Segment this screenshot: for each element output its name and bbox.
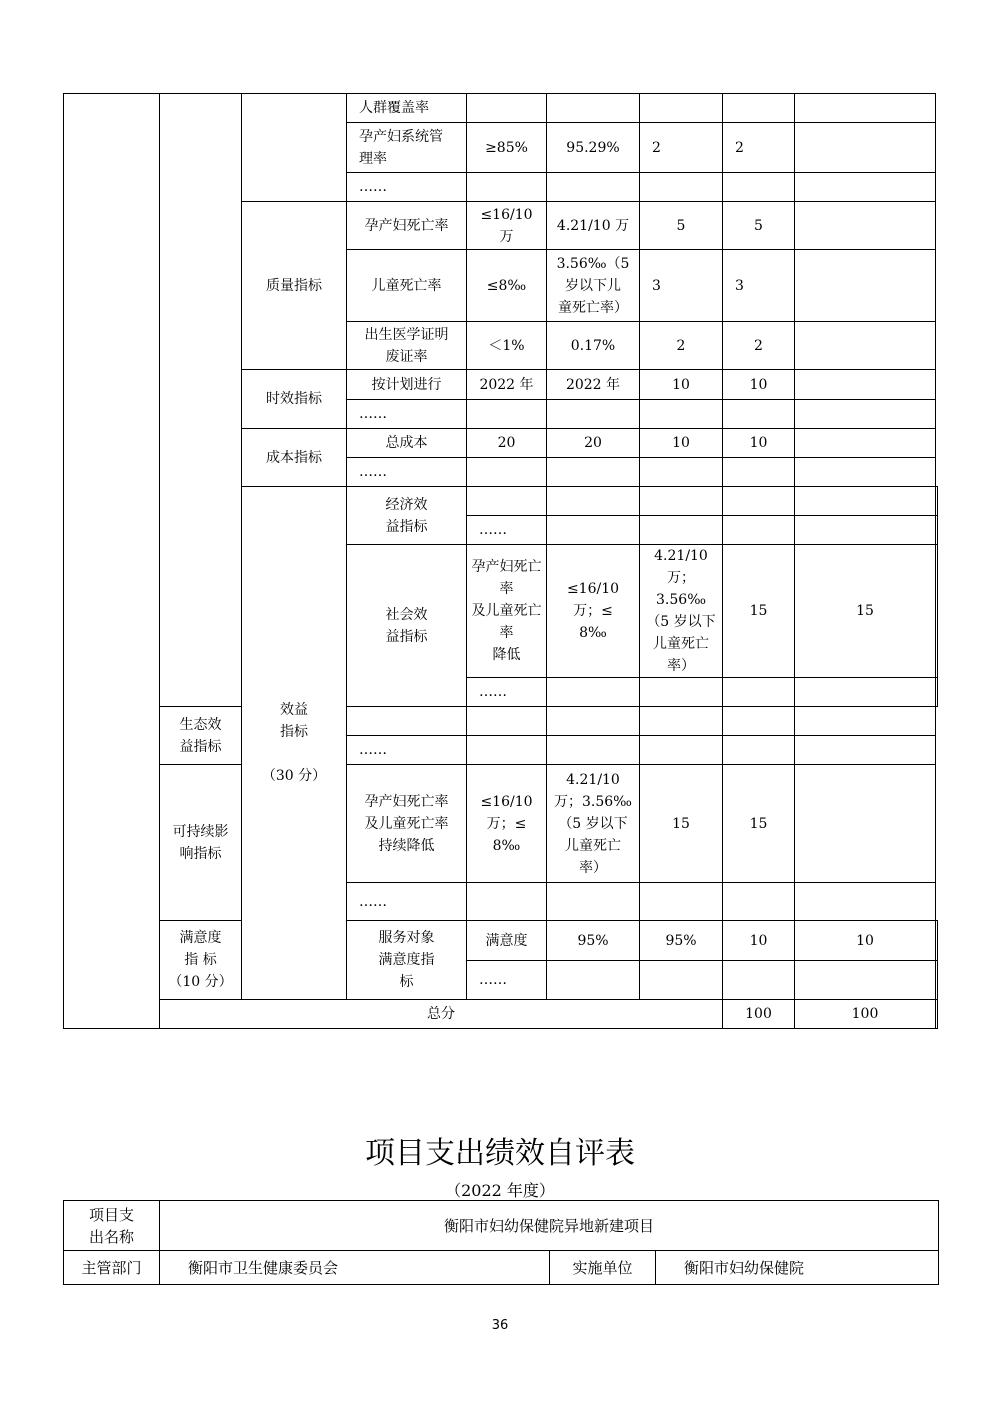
implementing-unit-value: 衡阳市妇幼保健院 <box>656 1251 939 1285</box>
actual-value: 4.21/10 万；3.56‰ （5 岁以下 儿童死亡 率） <box>547 765 640 883</box>
score-value: 3 <box>723 250 795 322</box>
indicator-name: 总成本 <box>347 429 467 458</box>
weight-value: 5 <box>640 202 723 250</box>
total-score: 100 <box>795 1000 936 1029</box>
cost-indicator-label: 成本指标 <box>242 429 347 487</box>
sustainable-impact-label: 可持续影 响指标 <box>160 765 242 921</box>
target-value: ＜1% <box>467 322 547 370</box>
time-indicator-label: 时效指标 <box>242 370 347 429</box>
ellipsis: …… <box>347 400 467 429</box>
indicator-name: 按计划进行 <box>347 370 467 400</box>
economic-benefit-label: 经济效 益指标 <box>347 487 467 545</box>
actual-value: 4.21/10 万；3.56‰ （5 岁以下 儿童死亡 率） <box>640 545 723 678</box>
weight-value: 2 <box>640 123 723 173</box>
score-value: 2 <box>723 322 795 370</box>
actual-value: 3.56‰（5 岁以下儿 童死亡率） <box>547 250 640 322</box>
score-value: 10 <box>723 429 795 458</box>
indicator-name: 孕产妇死亡率 及儿童死亡率 持续降低 <box>347 765 467 883</box>
indicator-name: 孕产妇系统管 理率 <box>347 123 467 173</box>
weight-value: 15 <box>723 545 795 678</box>
target-value: 20 <box>467 429 547 458</box>
score-value: 10 <box>723 370 795 400</box>
output-cell <box>160 94 242 707</box>
target-value: ≤16/10 万；≤ 8‰ <box>547 545 640 678</box>
actual-value: 95% <box>640 921 723 961</box>
ellipsis: …… <box>347 173 467 202</box>
form-year: （2022 年度） <box>445 1181 555 1200</box>
service-satisfaction-label: 服务对象 满意度指 标 <box>347 921 467 1000</box>
weight-value: 3 <box>640 250 723 322</box>
indicator-name: 孕产妇死亡率 <box>347 202 467 250</box>
ecological-benefit-label: 生态效 益指标 <box>160 707 242 765</box>
target-value: ≥85% <box>467 123 547 173</box>
project-name-label: 项目支 出名称 <box>64 1201 160 1251</box>
indicator-name: 出生医学证明 废证率 <box>347 322 467 370</box>
target-value: 2022 年 <box>467 370 547 400</box>
weight-value: 10 <box>640 429 723 458</box>
actual-value: 2022 年 <box>547 370 640 400</box>
performance-table <box>63 93 938 1029</box>
ellipsis: …… <box>347 883 467 921</box>
target-value: ≤8‰ <box>467 250 547 322</box>
level1-cell <box>64 94 160 1029</box>
score-value: 10 <box>795 921 936 961</box>
department-value: 衡阳市卫生健康委员会 <box>160 1251 550 1285</box>
ellipsis: …… <box>347 458 467 487</box>
target-value: ≤16/10 万；≤ 8‰ <box>467 765 547 883</box>
project-name-value: 衡阳市妇幼保健院异地新建项目 <box>160 1201 939 1251</box>
satisfaction-indicator-label: 满意度 指 标 （10 分） <box>160 921 242 1000</box>
total-weight: 100 <box>723 1000 795 1029</box>
score-value: 2 <box>723 123 795 173</box>
weight-value: 10 <box>640 370 723 400</box>
indicator-name: 满意度 <box>467 921 547 961</box>
ellipsis: …… <box>347 736 467 765</box>
ellipsis: …… <box>467 961 547 1000</box>
department-label: 主管部门 <box>64 1251 160 1285</box>
score-value: 15 <box>795 545 936 678</box>
quality-indicator-label: 质量指标 <box>242 202 347 370</box>
project-info-table <box>63 1200 939 1285</box>
social-benefit-label: 社会效 益指标 <box>347 545 467 707</box>
ellipsis: …… <box>467 516 547 545</box>
benefit-indicator-label: 效益 指标 （30 分） <box>242 487 347 1000</box>
quantity-cell <box>242 94 347 202</box>
weight-value: 2 <box>640 322 723 370</box>
actual-value: 95.29% <box>547 123 640 173</box>
page-number: 36 <box>491 1318 509 1333</box>
indicator-name: 人群覆盖率 <box>347 94 467 123</box>
actual-value: 0.17% <box>547 322 640 370</box>
total-label: 总分 <box>160 1000 723 1029</box>
target-value: 95% <box>547 921 640 961</box>
actual-value: 20 <box>547 429 640 458</box>
implementing-unit-label: 实施单位 <box>550 1251 656 1285</box>
actual-value: 4.21/10 万 <box>547 202 640 250</box>
target-value: ≤16/10 万 <box>467 202 547 250</box>
score-value: 15 <box>723 765 795 883</box>
indicator-name: 孕产妇死亡率 及儿童死亡率 降低 <box>467 545 547 678</box>
weight-value: 10 <box>723 921 795 961</box>
form-title: 项目支出绩效自评表 <box>365 1136 635 1171</box>
score-value: 5 <box>723 202 795 250</box>
indicator-name: 儿童死亡率 <box>347 250 467 322</box>
weight-value: 15 <box>640 765 723 883</box>
ellipsis: …… <box>467 678 547 707</box>
